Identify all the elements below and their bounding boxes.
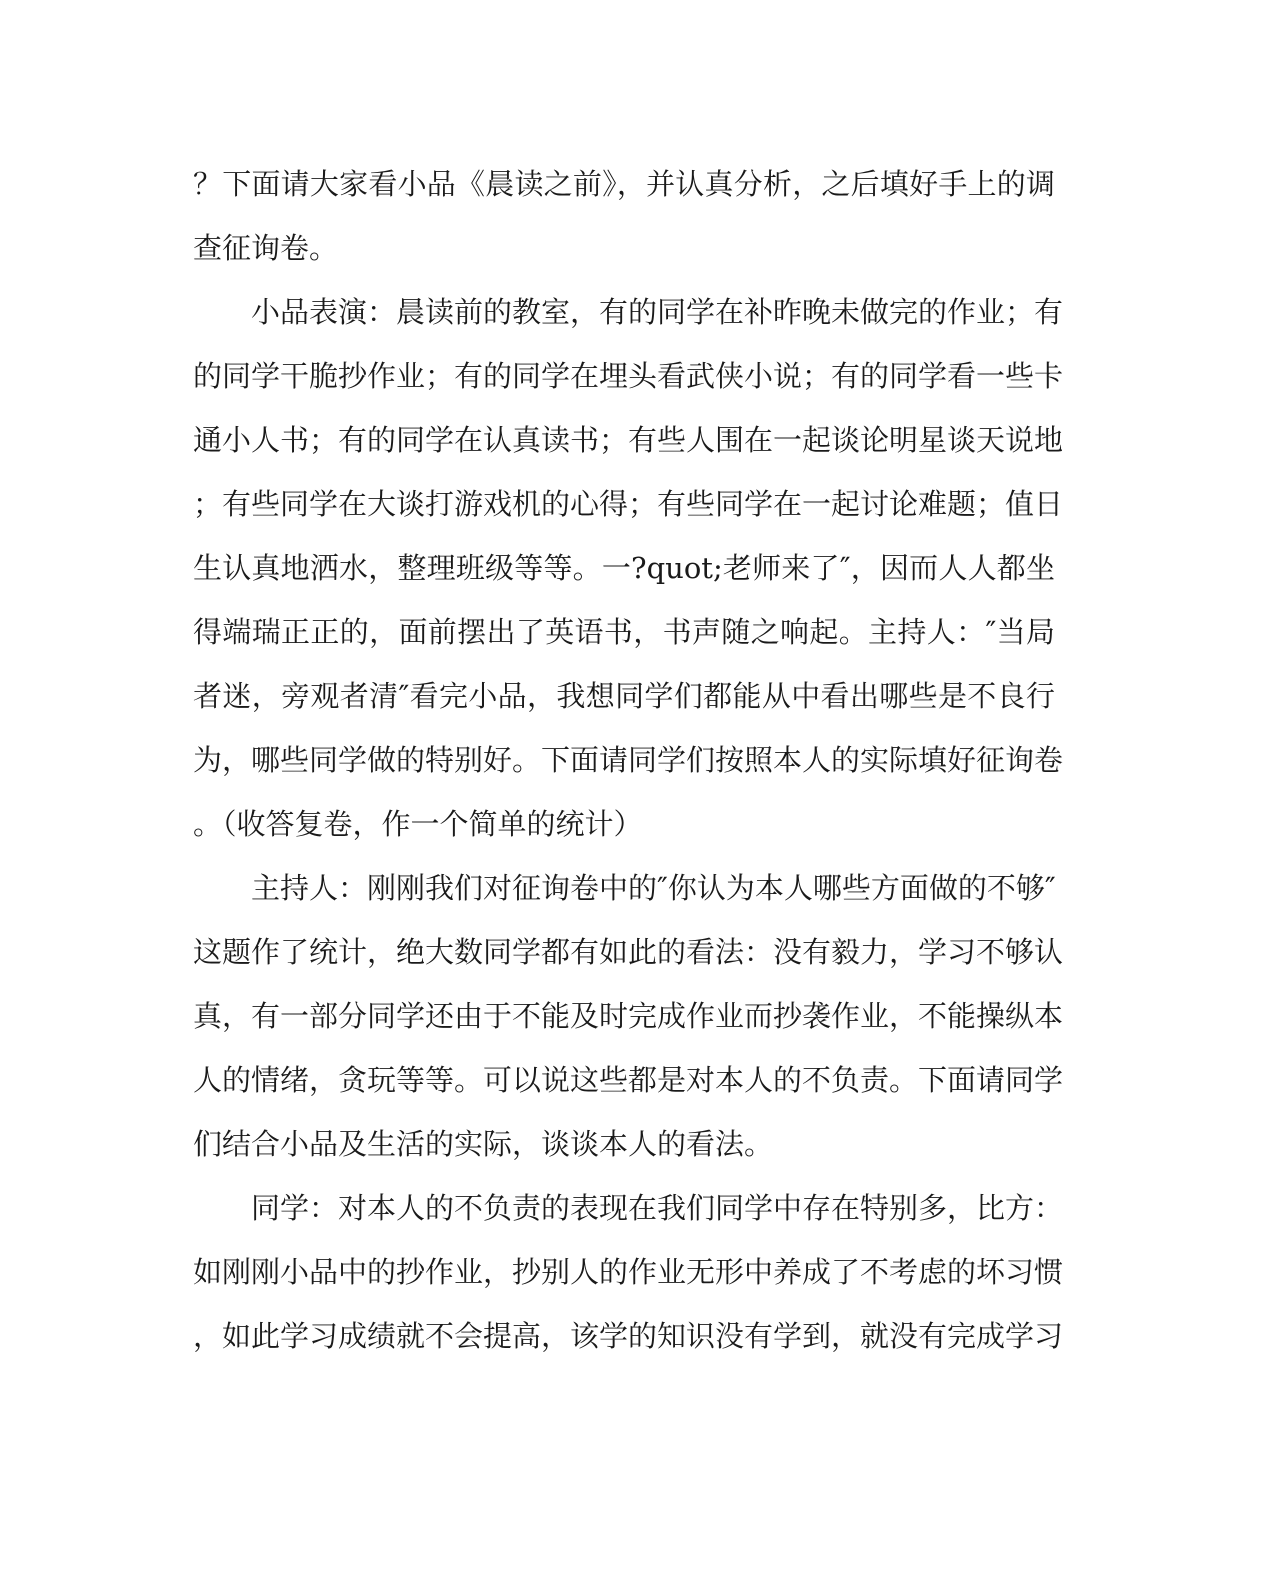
document-body (193, 152, 1064, 1368)
text-line: 得端瑞正正的，面前摆出了英语书，书声随之响起。主持人：″当局 (193, 615, 1055, 649)
text-line: 为，哪些同学做的特别好。下面请同学们按照本人的实际填好征询卷 (193, 743, 1064, 777)
text-line: 。（收答复卷，作一个简单的统计） (193, 807, 643, 841)
text-line: 这题作了统计，绝大数同学都有如此的看法：没有毅力，学习不够认 (193, 935, 1064, 969)
text-line: ；有些同学在大谈打游戏机的心得；有些同学在一起讨论难题；值日 (193, 487, 1064, 521)
text-line: 同学：对本人的不负责的表现在我们同学中存在特别多，比方： (251, 1191, 1064, 1225)
text-line: 者迷，旁观者清″看完小品，我想同学们都能从中看出哪些是不良行 (193, 679, 1055, 713)
text-line: 人的情绪，贪玩等等。可以说这些都是对本人的不负责。下面请同学 (193, 1063, 1064, 1097)
text-line: ？下面请大家看小品《晨读之前》，并认真分析，之后填好手上的调 (193, 167, 1055, 201)
paragraph-host (193, 856, 1064, 1176)
text-line: ，如此学习成绩就不会提高，该学的知识没有学到，就没有完成学习 (193, 1319, 1064, 1353)
text-line: 真，有一部分同学还由于不能及时完成作业而抄袭作业，不能操纵本 (193, 999, 1064, 1033)
paragraph-student (193, 1176, 1064, 1368)
paragraph-skit (193, 280, 1064, 856)
text-line: 生认真地洒水，整理班级等等。一?quot;老师来了″，因而人人都坐 (193, 551, 1055, 585)
text-line: 小品表演：晨读前的教室，有的同学在补昨晚未做完的作业；有 (251, 295, 1064, 329)
text-line: 们结合小品及生活的实际，谈谈本人的看法。 (193, 1127, 774, 1161)
text-line: 如刚刚小品中的抄作业，抄别人的作业无形中养成了不考虑的坏习惯 (193, 1255, 1064, 1289)
text-line: 通小人书；有的同学在认真读书；有些人围在一起谈论明星谈天说地 (193, 423, 1064, 457)
text-line: 的同学干脆抄作业；有的同学在埋头看武侠小说；有的同学看一些卡 (193, 359, 1064, 393)
text-line: 查征询卷。 (193, 231, 339, 265)
text-line: 主持人：刚刚我们对征询卷中的″你认为本人哪些方面做的不够″ (251, 871, 1056, 905)
paragraph-intro (193, 152, 1055, 280)
